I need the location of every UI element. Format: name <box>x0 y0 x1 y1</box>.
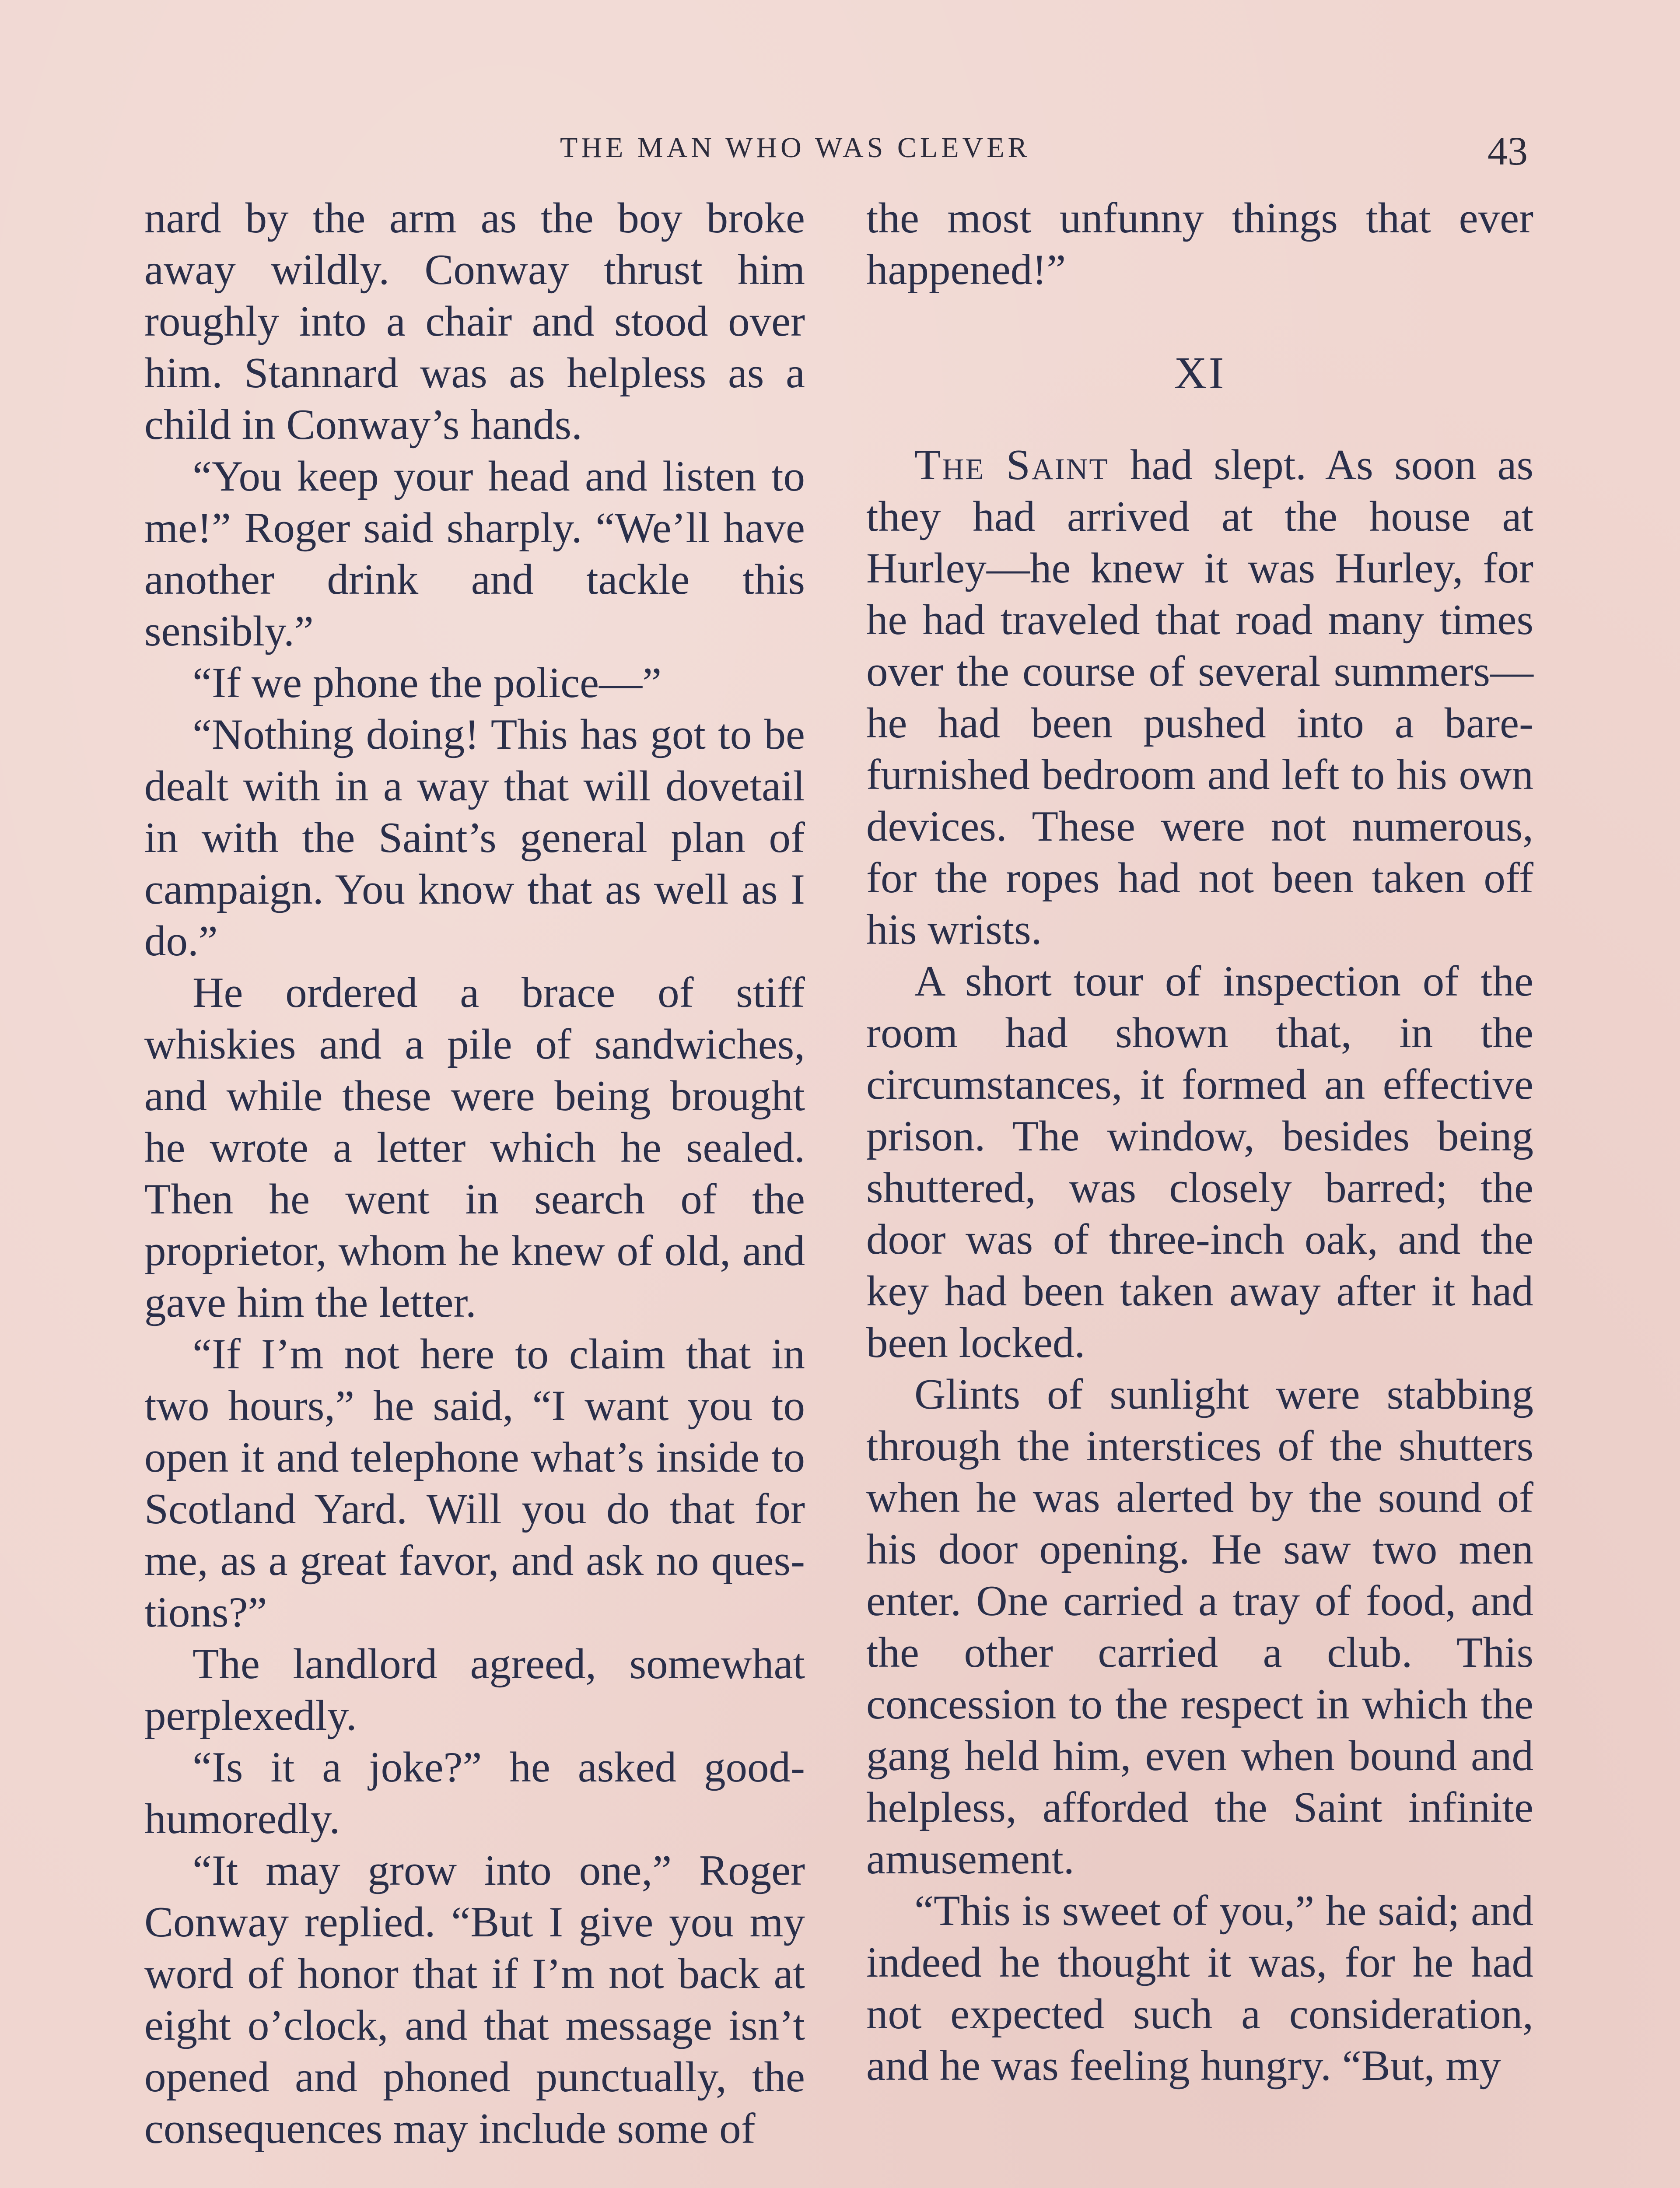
left-paragraph-6: “If I’m not here to claim that in two hours,” he said, “I want you to open it and telephone what’s inside to Scotland Yard. Will you do that for me, as a great favor, and ask no questions?” <box>144 1330 805 1636</box>
page-number: 43 <box>1488 129 1528 173</box>
chapter-number: XI <box>1174 348 1226 398</box>
left-paragraph-9: “It may grow into one,” Roger Conway replied. “But I give you my word of honor that if I’m not back at eight o’clock, and that message isn’t opened and phoned punctually, the consequences may include some of <box>144 1847 805 2153</box>
chapter-opening-text: had slept. As soon as they had arrived at the house at Hurley—he knew it was Hurley, for he had traveled that road many times over the course of several summers—he had been pushed into a bare-furnished bedroom and left to his own devices. These were not numerous, for the ropes had not been taken off his wrists. <box>866 441 1533 954</box>
right-paragraph-2: A short tour of inspection of the room had shown that, in the circumstances, it formed an effective prison. The window, besides being shuttered, was closely barred; the door was of three-inch oak, and the key had been taken away after it had been locked. <box>866 957 1533 1367</box>
right-paragraph-3: Glints of sunlight were stabbing through the interstices of the shutters when he was alerted by the sound of his door opening. He saw two men enter. One carried a tray of food, and the other carried a club. This concession to the respect in which the gang held him, even when bound and helpless, afforded the Saint infinite amusement. <box>866 1371 1533 1883</box>
chapter-opening-word: The <box>914 441 985 489</box>
chapter-opening-name: Saint <box>1006 441 1109 489</box>
right-lead-paragraph: the most unfunny things that ever happened!” <box>866 194 1533 294</box>
right-column <box>866 193 1533 2092</box>
left-paragraph-5: He ordered a brace of stiff whiskies and a pile of sandwiches, and while these were being brought he wrote a letter which he sealed. Then he went in search of the proprietor, whom he knew of old, and gave him the letter. <box>144 969 805 1326</box>
chapter-opening-paragraph <box>866 439 1533 956</box>
left-paragraph-4: “Nothing doing! This has got to be dealt with in a way that will dovetail in with the Saint’s general plan of campaign. You know that as well as I do.” <box>144 711 805 965</box>
left-paragraph-7: The landlord agreed, somewhat perplexedly. <box>144 1640 805 1739</box>
left-column <box>144 193 805 2155</box>
right-paragraph-4: “This is sweet of you,” he said; and indeed he thought it was, for he had not expected such a consideration, and he was feeling hungry. “But, my <box>866 1887 1533 2090</box>
running-title: THE MAN WHO WAS CLEVER <box>560 132 1031 164</box>
left-paragraph-3: “If we phone the police—” <box>192 659 662 707</box>
left-paragraph-2: “You keep your head and listen to me!” Roger said sharply. “We’ll have another drink and tackle this sensibly.” <box>144 452 805 655</box>
left-paragraph-1: nard by the arm as the boy broke away wildly. Conway thrust him roughly into a chair and stood over him. Stannard was as helpless as a child in Conway’s hands. <box>144 194 805 449</box>
left-paragraph-8: “Is it a joke?” he asked goodhumoredly. <box>144 1743 805 1843</box>
